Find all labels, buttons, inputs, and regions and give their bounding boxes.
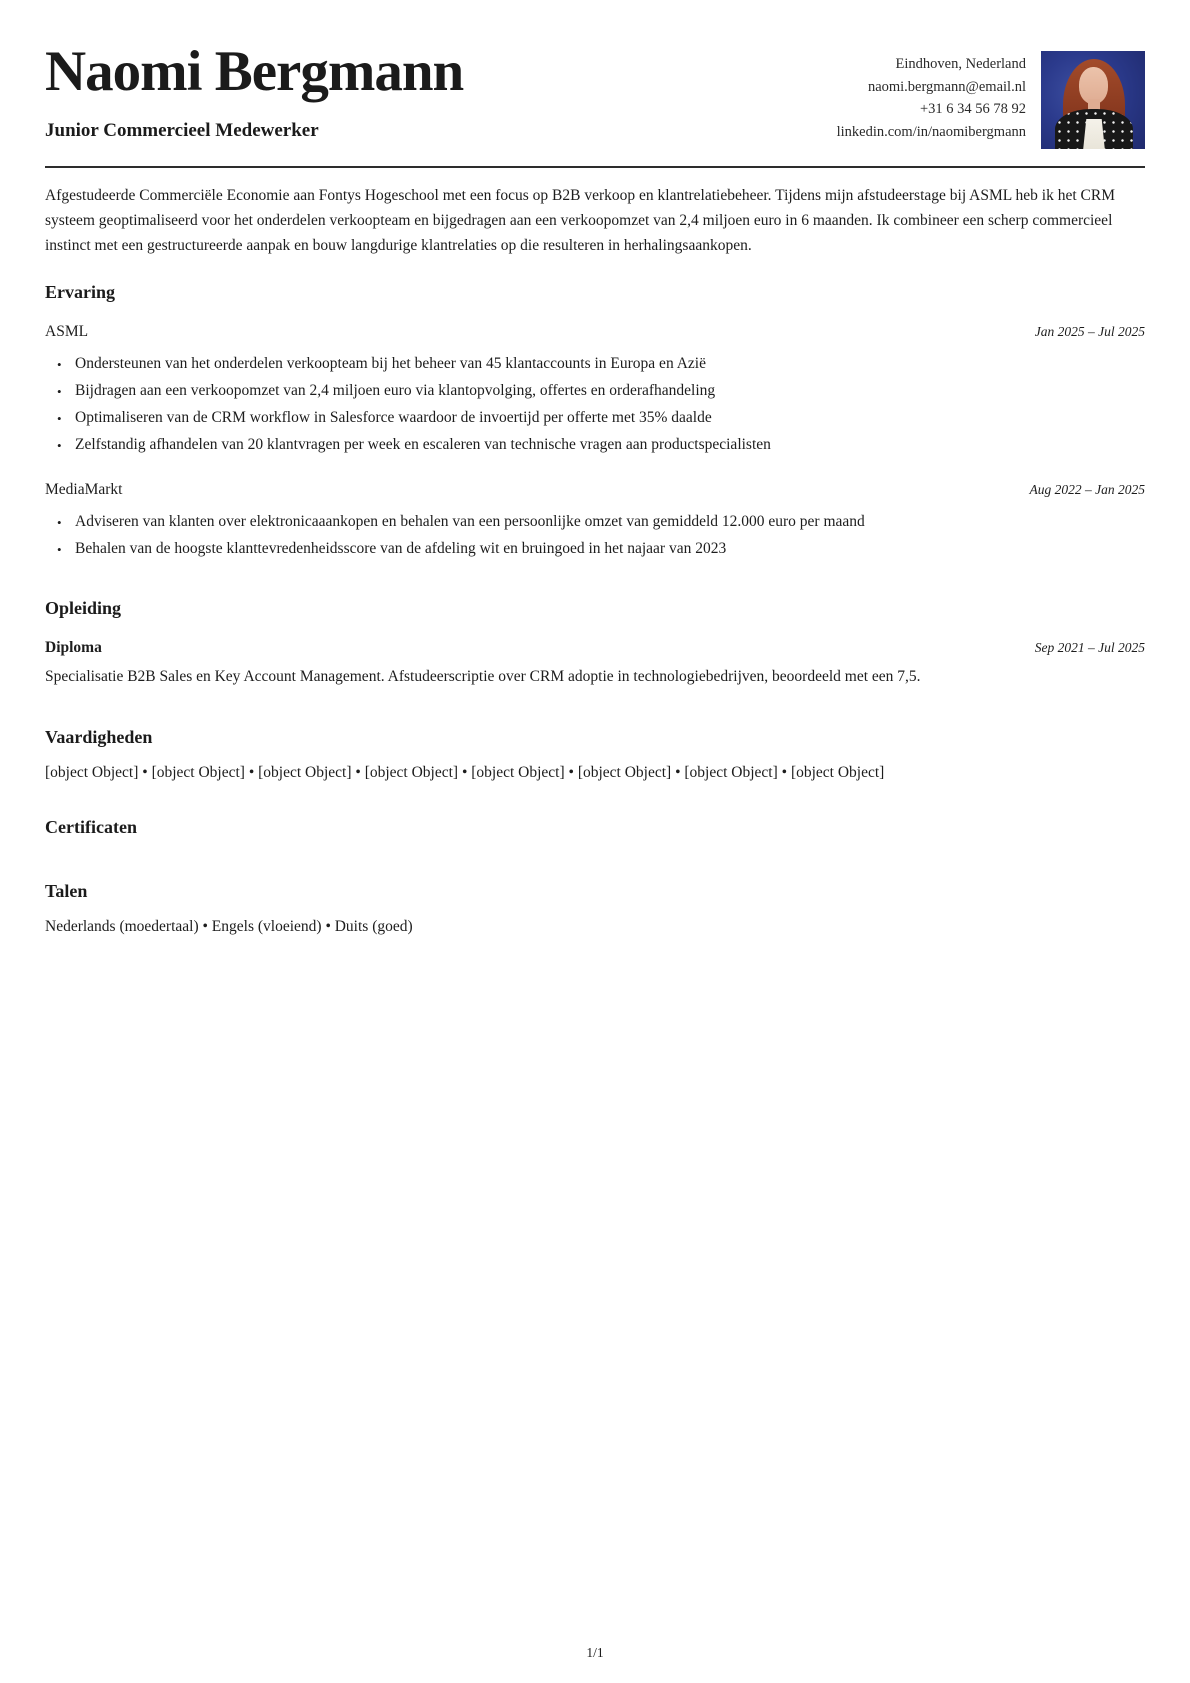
- experience-bullet: • Zelfstandig afhandelen van 20 klantvragen per week en escaleren van technische vragen aan productspecialisten: [57, 436, 771, 453]
- header-contact-photo: [837, 46, 1145, 149]
- bullet-icon: •: [57, 411, 62, 426]
- header: [45, 0, 1145, 149]
- section-heading-education: Opleiding: [45, 598, 122, 618]
- profile-photo: [1041, 51, 1145, 149]
- section-heading-certificates: Certificaten: [45, 817, 137, 837]
- experience-bullet: • Optimaliseren van de CRM workflow in Salesforce waardoor de invoertijd per offerte met 35% daalde: [57, 409, 712, 426]
- education-description: Specialisatie B2B Sales en Key Account Management. Afstudeerscriptie over CRM adoptie in technologiebedrijven, beoordeeld met een 7,5.: [45, 668, 921, 685]
- bullet-icon: •: [57, 438, 62, 453]
- bullet-icon: •: [57, 384, 62, 399]
- degree-name: Diploma: [45, 639, 102, 656]
- header-divider: [45, 166, 1145, 168]
- experience-entry-header: [45, 481, 1145, 499]
- job-title: Junior Commercieel Medewerker: [45, 120, 319, 142]
- header-identity: [45, 40, 837, 149]
- photo-lace-collar-shape: [1083, 119, 1105, 149]
- bullet-icon: •: [57, 542, 62, 557]
- section-heading-skills: Vaardigheden: [45, 727, 153, 747]
- experience-dates: Aug 2022 – Jan 2025: [1029, 482, 1145, 497]
- bullet-icon: •: [57, 515, 62, 530]
- section-heading-languages: Talen: [45, 881, 88, 901]
- experience-bullet: • Bijdragen aan een verkoopomzet van 2,4 miljoen euro via klantopvolging, offertes en orderafhandeling: [57, 382, 716, 399]
- contact-phone: +31 6 34 56 78 92: [919, 101, 1026, 117]
- experience-bullet: • Behalen van de hoogste klanttevredenheidsscore van de afdeling wit en bruingoed in het najaar van 2023: [57, 540, 727, 557]
- skills-inline-list: [object Object] • [object Object] • [object Object] • [object Object] • [object Object] • [object Object] • [object Object] • [object Object]: [45, 764, 885, 781]
- education-dates: Sep 2021 – Jul 2025: [1034, 640, 1145, 655]
- experience-bullet-list: [45, 354, 1145, 454]
- contact-linkedin: linkedin.com/in/naomibergmann: [836, 123, 1026, 140]
- contact-location: Eindhoven, Nederland: [895, 56, 1026, 72]
- experience-entry-header: [45, 323, 1145, 341]
- experience-bullet: • Ondersteunen van het onderdelen verkoopteam bij het beheer van 45 klantaccounts in Europa en Azië: [57, 355, 706, 372]
- bullet-icon: •: [57, 357, 62, 372]
- company-name: MediaMarkt: [45, 481, 123, 498]
- contact-block: [837, 51, 1026, 143]
- summary-paragraph: Afgestudeerde Commerciële Economie aan Fontys Hogeschool met een focus op B2B verkoop en klantrelatiebeheer. Tijdens mijn afstudeerstage bij ASML heb ik het CRM systeem geoptimaliseerd voor het onderdelen verkoopteam en bijgedragen aan een verkoopomzet van 2,4 miljoen euro in 6 maanden. Ik combineer een scherp commercieel instinct met een gestructureerde aanpak en bouw langdurige klantrelaties op die resulteren in herhalingsaankopen.: [45, 187, 1115, 254]
- person-name: Naomi Bergmann: [45, 40, 464, 103]
- experience-dates: Jan 2025 – Jul 2025: [1034, 324, 1145, 339]
- contact-email: naomi.bergmann@email.nl: [867, 78, 1026, 95]
- section-heading-experience: Ervaring: [45, 282, 115, 302]
- languages-inline-list: Nederlands (moedertaal) • Engels (vloeiend) • Duits (goed): [45, 918, 413, 935]
- company-name: ASML: [45, 323, 89, 340]
- experience-bullet-list: [45, 512, 1145, 558]
- experience-bullet: • Adviseren van klanten over elektronicaaankopen en behalen van een persoonlijke omzet van gemiddeld 12.000 euro per maand: [57, 513, 865, 530]
- education-entry-header: [45, 639, 1145, 657]
- page-number: 1/1: [586, 1645, 604, 1660]
